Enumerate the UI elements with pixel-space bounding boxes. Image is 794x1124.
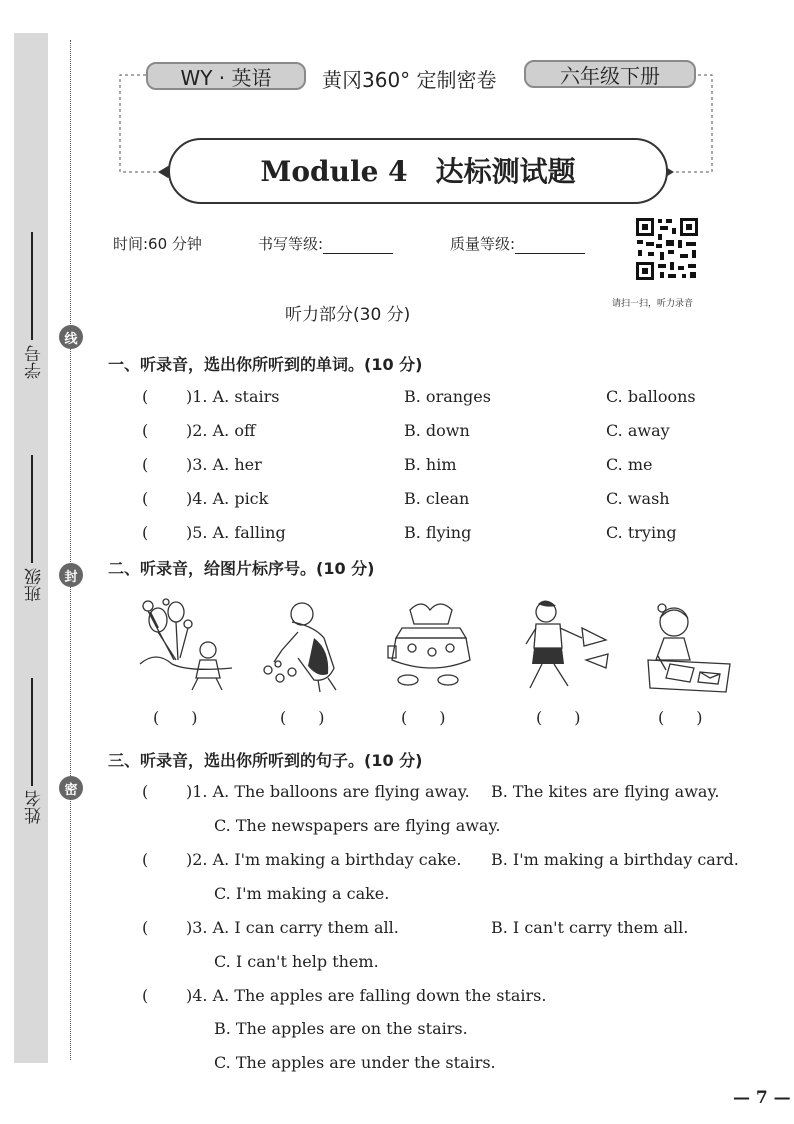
answer-paren[interactable]: ( — [142, 387, 149, 406]
name-label: 姓名 — [25, 790, 45, 824]
seal-mi: 密 — [59, 776, 83, 800]
s3-q4-a: )4. A. The apples are falling down the stairs. — [186, 986, 547, 1005]
series-name: 黄冈360° 定制密卷 — [322, 68, 497, 92]
s3-q3-c: C. I can't help them. — [214, 952, 379, 971]
s1-q5-c: C. trying — [606, 523, 677, 542]
answer-paren[interactable]: ( — [142, 918, 149, 937]
picture-2-answer[interactable]: ( ) — [280, 708, 325, 727]
name-line — [31, 678, 33, 786]
s1-q2-c: C. away — [606, 421, 670, 440]
s1-q4: )4. A. pick — [186, 489, 269, 508]
quality-grade — [450, 233, 585, 254]
page-title: Module 4 达标测试题 — [260, 155, 576, 188]
balloons-girl-picture — [136, 598, 234, 694]
s1-q3-c: C. me — [606, 455, 653, 474]
s1-q1: )1. A. stairs — [186, 387, 280, 406]
boy-with-triangles-picture — [516, 598, 614, 694]
seal-xian: 线 — [59, 325, 83, 349]
s3-q2-c: C. I'm making a cake. — [214, 884, 390, 903]
s1-q5: )5. A. falling — [186, 523, 286, 542]
quality-grade-blank — [515, 237, 585, 254]
s3-q2-b: B. I'm making a birthday card. — [491, 850, 739, 869]
answer-paren[interactable]: ( — [142, 986, 149, 1005]
s1-q2: )2. A. off — [186, 421, 256, 440]
s3-q2-a: )2. A. I'm making a birthday cake. — [186, 850, 462, 869]
section2-heading: 二、听录音，给图片标序号。(10 分) — [108, 559, 375, 578]
student-id-line — [31, 232, 33, 340]
s1-q3-b: B. him — [404, 455, 457, 474]
picture-3-answer[interactable]: ( ) — [401, 708, 446, 727]
time-info: 时间:60 分钟 — [113, 235, 202, 253]
s1-q2-b: B. down — [404, 421, 470, 440]
girl-making-card-picture — [640, 598, 738, 694]
s3-q1-c: C. The newspapers are flying away. — [214, 816, 501, 835]
writing-grade-label: 书写等级: — [258, 235, 324, 253]
section3-heading: 三、听录音，选出你所听到的句子。(10 分) — [108, 751, 423, 770]
s3-q4-c: C. The apples are under the stairs. — [214, 1053, 496, 1072]
s3-q3-b: B. I can't carry them all. — [491, 918, 689, 937]
answer-paren[interactable]: ( — [142, 523, 149, 542]
section1-heading: 一、听录音，选出你所听到的单词。(10 分) — [108, 355, 423, 374]
picture-1-answer[interactable]: ( ) — [153, 708, 198, 727]
answer-paren[interactable]: ( — [142, 489, 149, 508]
cut-line — [70, 40, 71, 1060]
s1-q3: )3. A. her — [186, 455, 262, 474]
qr-caption: 请扫一扫，听力录音 — [612, 299, 694, 309]
picture-5-answer[interactable]: ( ) — [658, 708, 703, 727]
writing-grade — [258, 233, 393, 254]
student-id-label: 学号 — [25, 345, 45, 379]
subject-pill: WY · 英语 — [146, 62, 306, 90]
writing-grade-blank — [323, 237, 393, 254]
picture-4-answer[interactable]: ( ) — [536, 708, 581, 727]
page-number: — 7 — — [733, 1088, 791, 1108]
s1-q1-b: B. oranges — [404, 387, 491, 406]
class-line — [31, 455, 33, 563]
boy-picking-apples-picture — [258, 598, 356, 694]
class-label: 班级 — [25, 568, 45, 602]
seal-feng: 封 — [59, 563, 83, 587]
qr-code-icon[interactable] — [634, 216, 700, 282]
s3-q1-a: )1. A. The balloons are flying away. — [186, 782, 470, 801]
s3-q4-b: B. The apples are on the stairs. — [214, 1019, 468, 1038]
s3-q1-b: B. The kites are flying away. — [491, 782, 720, 801]
answer-paren[interactable]: ( — [142, 782, 149, 801]
answer-paren[interactable]: ( — [142, 455, 149, 474]
birthday-cake-picture — [382, 598, 480, 694]
s3-q3-a: )3. A. I can carry them all. — [186, 918, 399, 937]
quality-grade-label: 质量等级: — [450, 235, 516, 253]
answer-paren[interactable]: ( — [142, 421, 149, 440]
s1-q5-b: B. flying — [404, 523, 472, 542]
answer-paren[interactable]: ( — [142, 850, 149, 869]
grade-pill: 六年级下册 — [524, 60, 696, 88]
s1-q4-c: C. wash — [606, 489, 670, 508]
s1-q4-b: B. clean — [404, 489, 470, 508]
s1-q1-c: C. balloons — [606, 387, 696, 406]
listening-heading: 听力部分(30 分) — [285, 305, 411, 325]
